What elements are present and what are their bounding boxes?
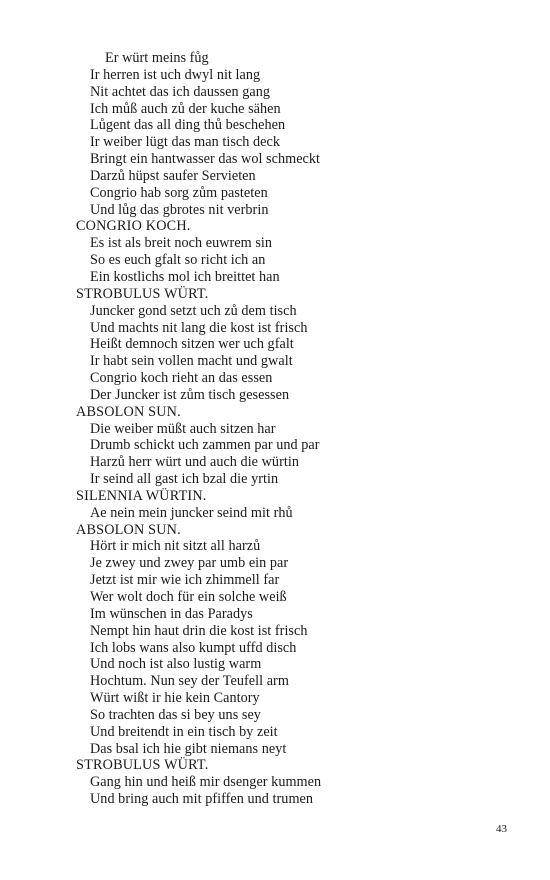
verse-line: Es ist als breit noch euwrem sin — [90, 235, 273, 252]
verse-line: Lůgent das all ding thů beschehen — [90, 117, 286, 134]
verse-line: Und bring auch mit pfiffen und trumen — [90, 791, 314, 808]
verse-line: Ir herren ist uch dwyl nit lang — [90, 66, 261, 83]
verse-line: Das bsal ich hie gibt niemans neyt — [90, 740, 287, 757]
verse-line: Hochtum. Nun sey der Teufell arm — [90, 673, 289, 690]
speaker-heading: ABSOLON SUN. — [76, 403, 181, 420]
verse-line: Der Juncker ist zům tisch gesessen — [90, 386, 290, 403]
speaker-heading: ABSOLON SUN. — [76, 521, 181, 538]
verse-line: Gang hin und heiß mir dsenger kummen — [90, 774, 322, 791]
verse-line: Darzů hüpst saufer Servieten — [90, 167, 256, 184]
verse-line: Hört ir mich nit sitzt all harzů — [90, 538, 261, 555]
verse-line: Ir seind all gast ich bzal die yrtin — [90, 471, 279, 488]
verse-line: Harzů herr würt und auch die würtin — [90, 454, 299, 471]
verse-line: Ein kostlichs mol ich breittet han — [90, 268, 280, 285]
verse-line: Ae nein mein juncker seind mit rhů — [90, 504, 293, 521]
verse-line: Juncker gond setzt uch zů dem tisch — [90, 302, 297, 319]
verse-line: Je zwey und zwey par umb ein par — [90, 555, 289, 572]
verse-line: Nit achtet das ich daussen gang — [90, 83, 271, 100]
verse-line: Jetzt ist mir wie ich zhimmell far — [90, 572, 280, 589]
speaker-heading: SILENNIA WÜRTIN. — [76, 487, 207, 504]
verse-line: Die weiber müßt auch sitzen har — [90, 420, 276, 437]
verse-line: Er würt meins fůg — [105, 50, 209, 66]
verse-line: Bringt ein hantwasser das wol schmeckt — [90, 151, 321, 168]
verse-line: Drumb schickt uch zammen par und par — [90, 437, 320, 454]
verse-line: Und breitendt in ein tisch by zeit — [90, 723, 278, 740]
verse-line: Congrio hab sorg zům pasteten — [90, 184, 268, 201]
verse-line: Wer wolt doch für ein solche weiß — [90, 589, 287, 605]
play-text — [76, 50, 516, 808]
speaker-heading: CONGRIO KOCH. — [76, 218, 191, 235]
verse-line: Nempt hin haut drin die kost ist frisch — [90, 622, 308, 639]
verse-line: Heißt demnoch sitzen wer uch gfalt — [90, 336, 294, 353]
verse-line: Ir weiber lügt das man tisch deck — [90, 134, 280, 151]
verse-line: Und lůg das gbrotes nit verbrin — [90, 201, 269, 218]
speaker-heading: STROBULUS WÜRT. — [76, 757, 209, 774]
verse-line: Würt wißt ir hie kein Cantory — [90, 690, 260, 707]
verse-line: Und noch ist also lustig warm — [90, 656, 262, 673]
verse-line: Und machts nit lang die kost ist frisch — [90, 319, 308, 336]
verse-line: So trachten das si bey uns sey — [90, 706, 261, 723]
verse-line: Congrio koch rieht an das essen — [90, 370, 273, 387]
page-number: 43 — [496, 823, 507, 835]
speaker-heading: STROBULUS WÜRT. — [76, 285, 209, 302]
verse-line: Ir habt sein vollen macht und gwalt — [90, 353, 293, 370]
verse-line: So es euch gfalt so richt ich an — [90, 252, 266, 269]
verse-line: Ich lobs wans also kumpt uffd disch — [90, 639, 297, 656]
verse-line: Ich můß auch zů der kuche sähen — [90, 100, 281, 117]
verse-line: Im wünschen in das Paradys — [90, 605, 253, 622]
